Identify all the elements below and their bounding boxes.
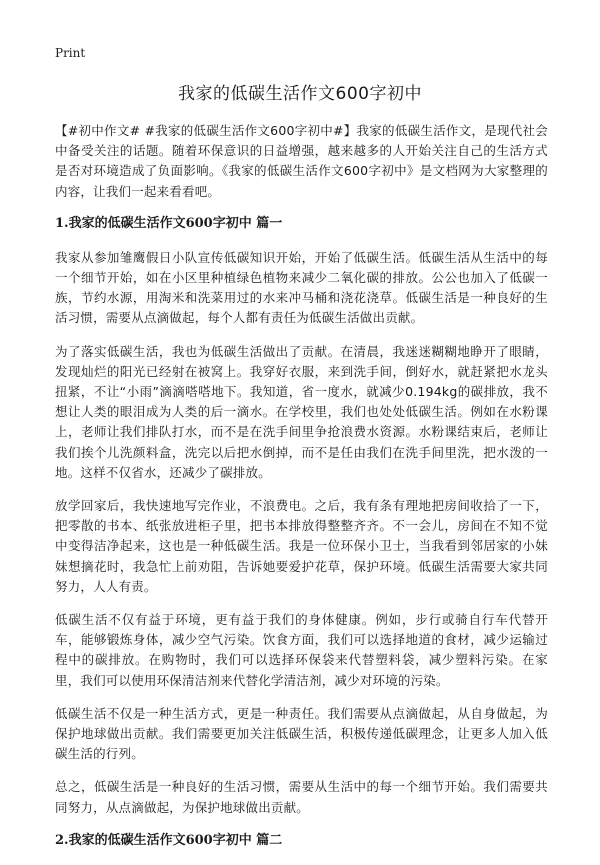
intro-paragraph: 【#初中作文# #我家的低碳生活作文600字初中#】我家的低碳生活作文，是现代社会中备受关注的话题。随着环保意识的日益增强，越来越多的人开始关注自己的生活方式是否对环境造成了负面影响。《我家的低碳生活作文600字初中》是文档网为大家整理的内容，让我们一起来看看吧。 [55, 123, 548, 199]
body-paragraph: 我家从参加雏鹰假日小队宣传低碳知识开始，开始了低碳生活。低碳生活从生活中的每一个细节开始，如在小区里种植绿色植物来减少二氧化碳的排放。公公也加入了低碳一族，节约水源，用淘米和洗菜用过的水来冲马桶和浇花浇草。低碳生活是一种良好的生活习惯，需要从点滴做起，每个人都有责任为低碳生活做出贡献。 [55, 249, 548, 326]
section-heading: 2.我家的低碳生活作文600字初中 篇二 [55, 832, 283, 848]
section-heading: 1.我家的低碳生活作文600字初中 篇一 [55, 215, 283, 231]
body-paragraph: 放学回家后，我快速地写完作业，不浪费电。之后，我有条有理地把房间收拾了一下，把零散的书本、纸张放进柜子里，把书本排放得整整齐齐。不一会儿，房间在不知不觉中变得洁净起来，这也是一种低碳生活。我是一位环保小卫士，当我看到邻居家的小妹妹想摘花时，我急忙上前劝阻，告诉她要爱护花草，保护环境。低碳生活需要大家共同努力，人人有责。 [55, 498, 548, 594]
body-paragraph: 低碳生活不仅有益于环境，更有益于我们的身体健康。例如，步行或骑自行车代替开车，能够锻炼身体，减少空气污染。饮食方面，我们可以选择地道的食材，减少运输过程中的碳排放。在购物时，我们可以选择环保袋来代替塑料袋，减少塑料污染。在家里，我们可以使用环保清洁剂来代替化学清洁剂，减少对环境的污染。 [55, 612, 548, 688]
page-title: 我家的低碳生活作文600字初中 [178, 84, 422, 104]
body-paragraph: 为了落实低碳生活，我也为低碳生活做出了贡献。在清晨，我迷迷糊糊地睁开了眼睛，发现灿烂的阳光已经射在被窝上。我穿好衣服，来到洗手间，倒好水，就赶紧把水龙头扭紧，不让“小雨”滴滴嗒嗒地下。我知道，省一度水，就减少0.194kg的碳排放，我不想让人类的眼泪成为人类的后一滴水。在学校里，我们也处处低碳生活。例如在水粉课上，老师让我们排队打水，而不是在洗手间里争抢浪费水资源。水粉课结束后，老师让我们挨个儿洗颜料盒，洗完以后把水倒掉，而不是任由我们在洗手间里洗，把水泼的一地。这样不仅省水，还减少了碳排放。 [55, 343, 548, 480]
article-body [55, 121, 548, 865]
body-paragraph: 总之，低碳生活是一种良好的生活习惯，需要从生活中的每一个细节开始。我们需要共同努力，从点滴做起，为保护地球做出贡献。 [55, 779, 548, 815]
print-link[interactable]: Print [55, 46, 86, 60]
body-paragraph: 低碳生活不仅是一种生活方式，更是一种责任。我们需要从点滴做起，从自身做起，为保护地球做出贡献。我们需要更加关注低碳生活，积极传递低碳理念，让更多人加入低碳生活的行列。 [55, 705, 548, 762]
